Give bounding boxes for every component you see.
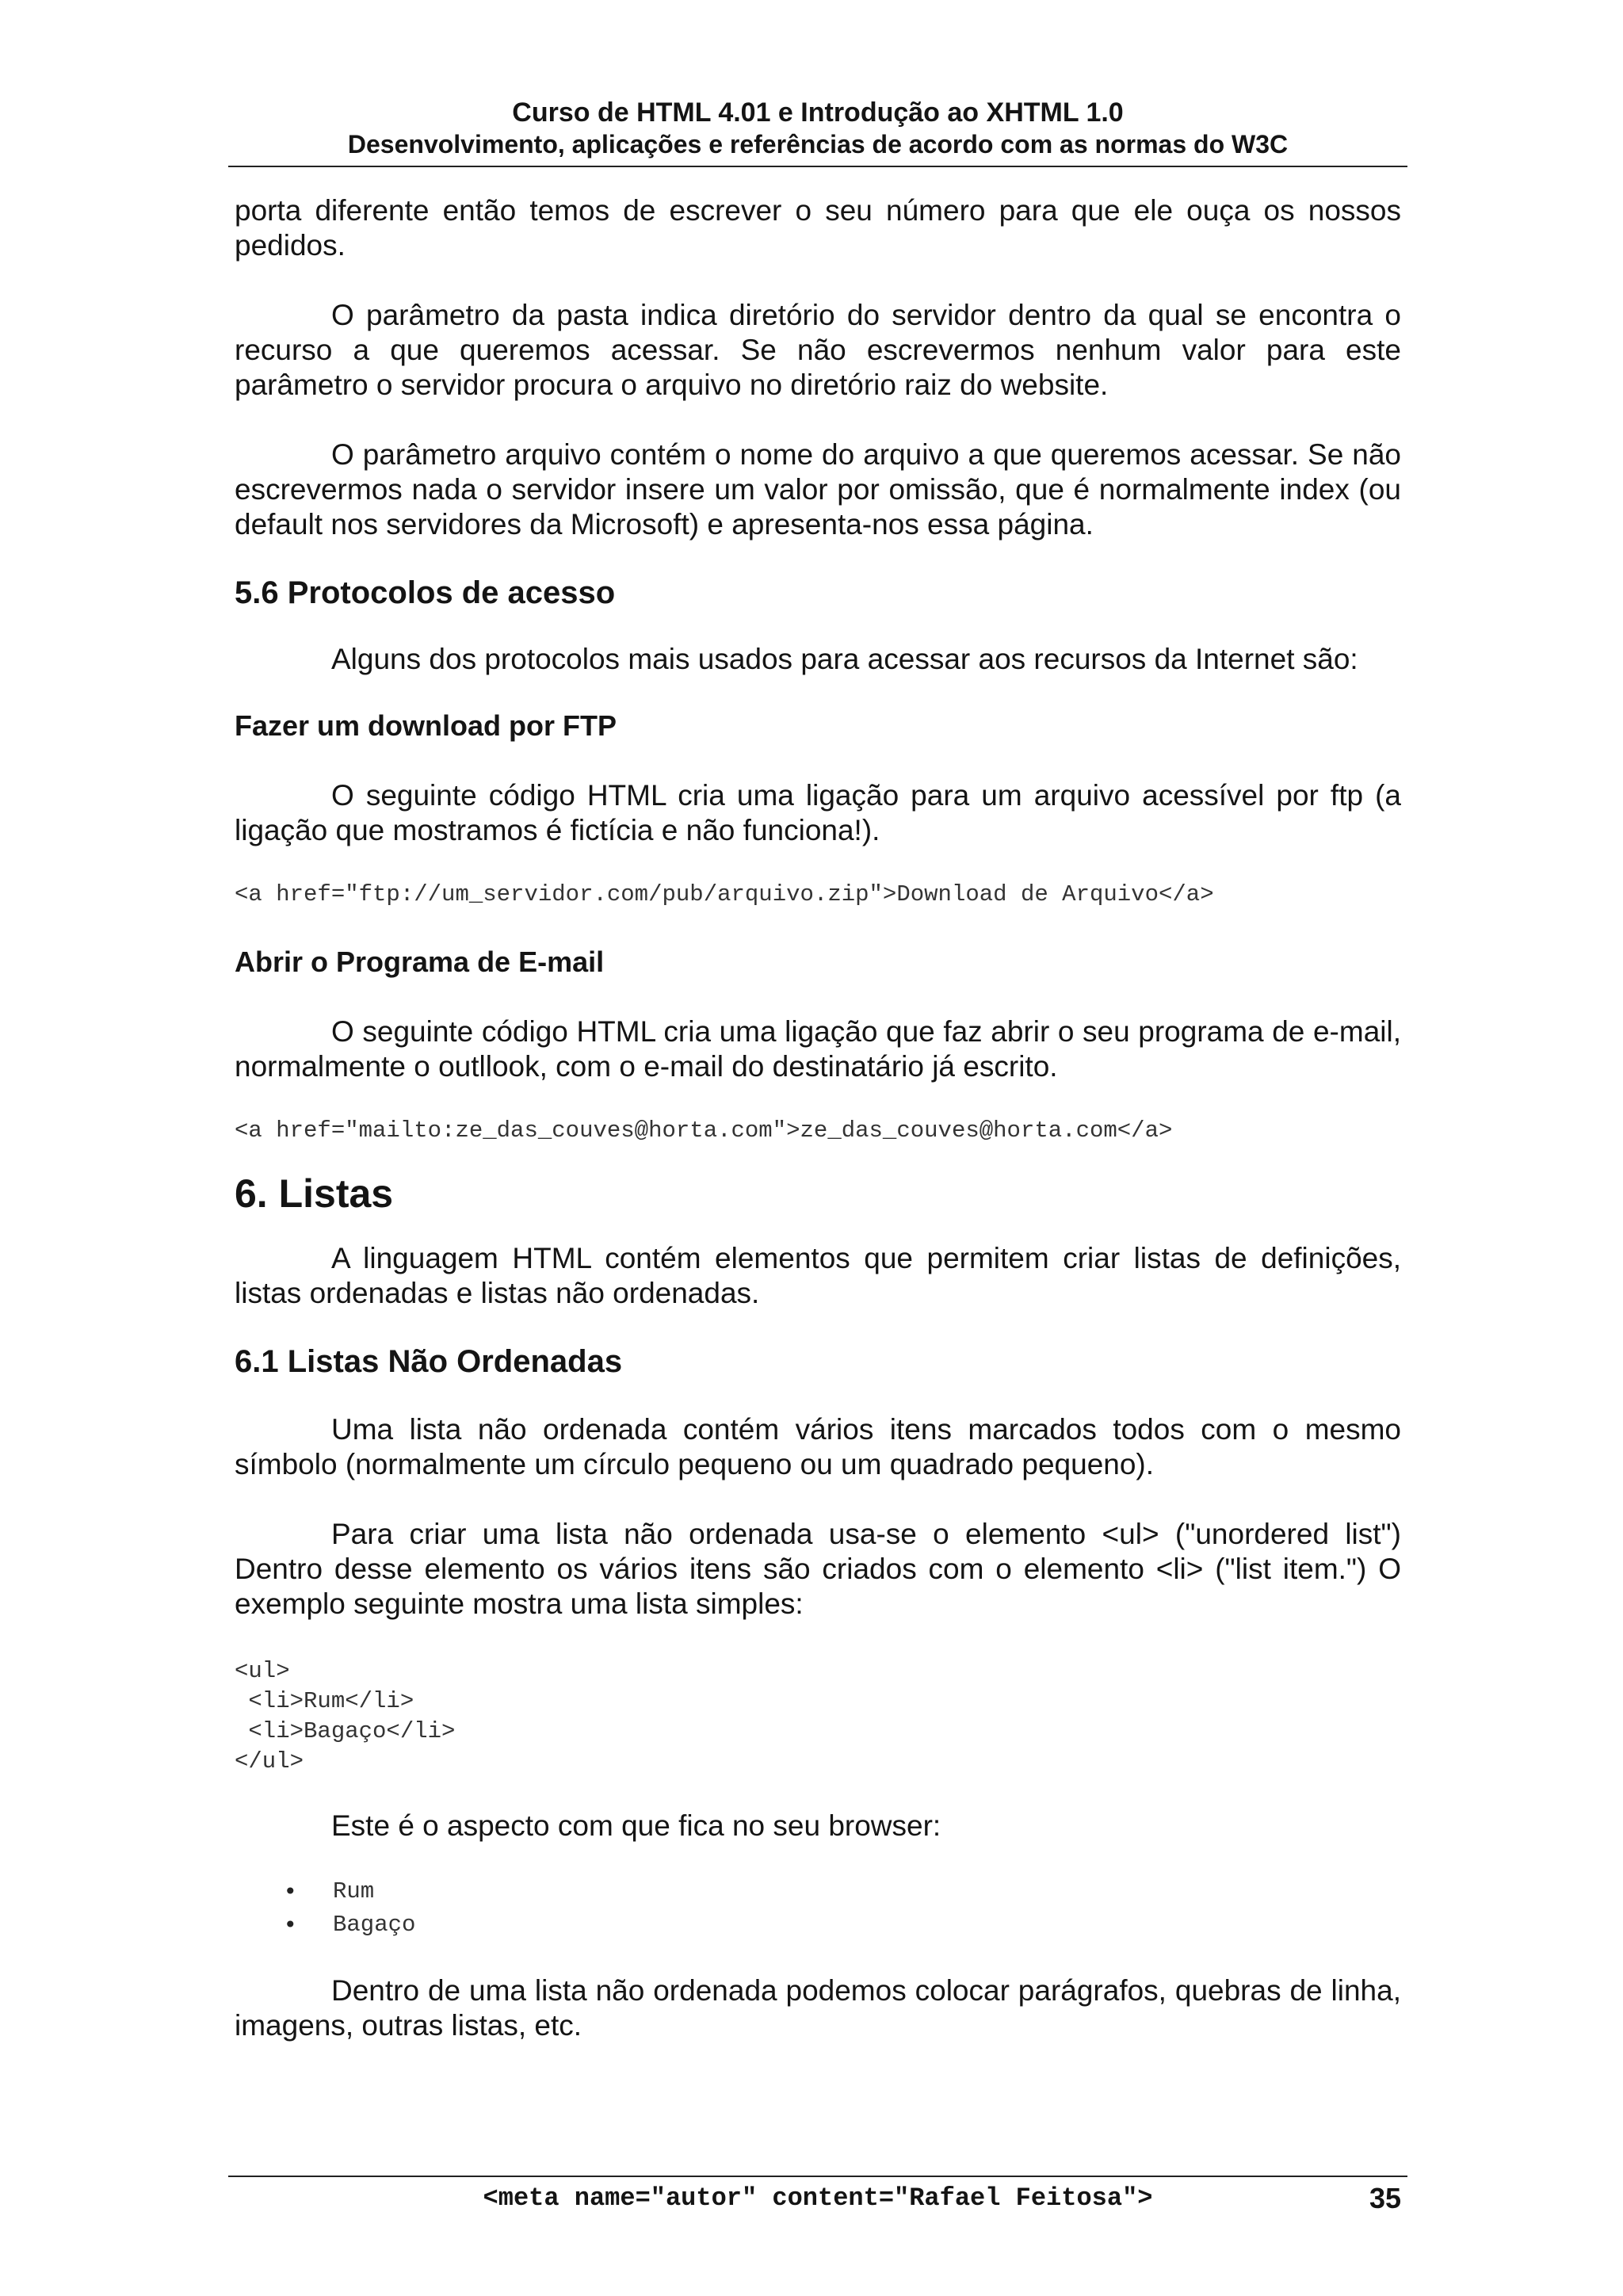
code-mailto-link: <a href="mailto:ze_das_couves@horta.com">ze_das_couves@horta.com</a>: [235, 1117, 1173, 1144]
paragraph: Alguns dos protocolos mais usados para acessar aos recursos da Internet são:: [331, 643, 1358, 675]
paragraph: Para criar uma lista não ordenada usa-se o elemento <ul> ("unordered list") Dentro desse elemento os vários itens são criados com o elemento <li> ("list item.") O exemplo seguinte mostra uma lista simples:: [235, 1518, 1401, 1620]
footer-meta-tag: <meta name="autor" content="Rafael Feitosa">: [483, 2183, 1153, 2213]
page-header: [228, 97, 1407, 160]
paragraph: O seguinte código HTML cria uma ligação que faz abrir o seu programa de e-mail, normalmente o outllook, com o e-mail do destinatário já escrito.: [235, 1015, 1401, 1083]
chapter-heading-6: 6. Listas: [235, 1171, 394, 1216]
subheading-ftp: Fazer um download por FTP: [235, 709, 617, 742]
header-title: Curso de HTML 4.01 e Introdução ao XHTML 1.0: [512, 97, 1124, 128]
code-ftp-link: <a href="ftp://um_servidor.com/pub/arquivo.zip">Download de Arquivo</a>: [235, 881, 1214, 907]
header-rule: [228, 166, 1407, 167]
page-footer: [228, 2181, 1407, 2221]
page-number: 35: [1369, 2182, 1401, 2214]
code-list-example: <ul> <li>Rum</li> <li>Bagaço</li> </ul>: [235, 1658, 456, 1775]
paragraph: A linguagem HTML contém elementos que permitem criar listas de definições, listas ordenadas e listas não ordenadas.: [235, 1242, 1401, 1309]
list-item: • Bagaço: [235, 1908, 1401, 1942]
paragraph: O parâmetro da pasta indica diretório do servidor dentro da qual se encontra o recurso a que queremos acessar. Se não escrevermos nenhum valor para este parâmetro o servidor procura o arquivo no diretório raiz do website.: [235, 299, 1401, 401]
header-subtitle: Desenvolvimento, aplicações e referências de acordo com as normas do W3C: [347, 130, 1289, 159]
paragraph: Dentro de uma lista não ordenada podemos colocar parágrafos, quebras de linha, imagens, outras listas, etc.: [235, 1974, 1401, 2042]
rendered-list-demo: [235, 1875, 1401, 1942]
section-heading-6-1: 6.1 Listas Não Ordenadas: [235, 1344, 623, 1379]
paragraph: O parâmetro arquivo contém o nome do arquivo a que queremos acessar. Se não escrevermos nada o servidor insere um valor por omissão, que é normalmente index (ou default nos servidores da Microsoft) e apresenta-nos essa página.: [235, 438, 1401, 541]
list-item: • Rum: [235, 1875, 1401, 1908]
paragraph: O seguinte código HTML cria uma ligação para um arquivo acessível por ftp (a ligação que mostramos é fictícia e não funciona!).: [235, 779, 1401, 846]
footer-rule: [228, 2176, 1407, 2177]
page-content: [235, 193, 1401, 2043]
section-heading-5-6: 5.6 Protocolos de acesso: [235, 575, 616, 610]
paragraph: Uma lista não ordenada contém vários itens marcados todos com o mesmo símbolo (normalmente um círculo pequeno ou um quadrado pequeno).: [235, 1413, 1401, 1480]
paragraph: porta diferente então temos de escrever o seu número para que ele ouça os nossos pedidos.: [235, 194, 1401, 262]
paragraph: Este é o aspecto com que fica no seu browser:: [331, 1809, 941, 1842]
bullet-icon: •: [284, 1912, 297, 1938]
subheading-email: Abrir o Programa de E-mail: [235, 946, 605, 978]
bullet-icon: •: [284, 1878, 297, 1904]
